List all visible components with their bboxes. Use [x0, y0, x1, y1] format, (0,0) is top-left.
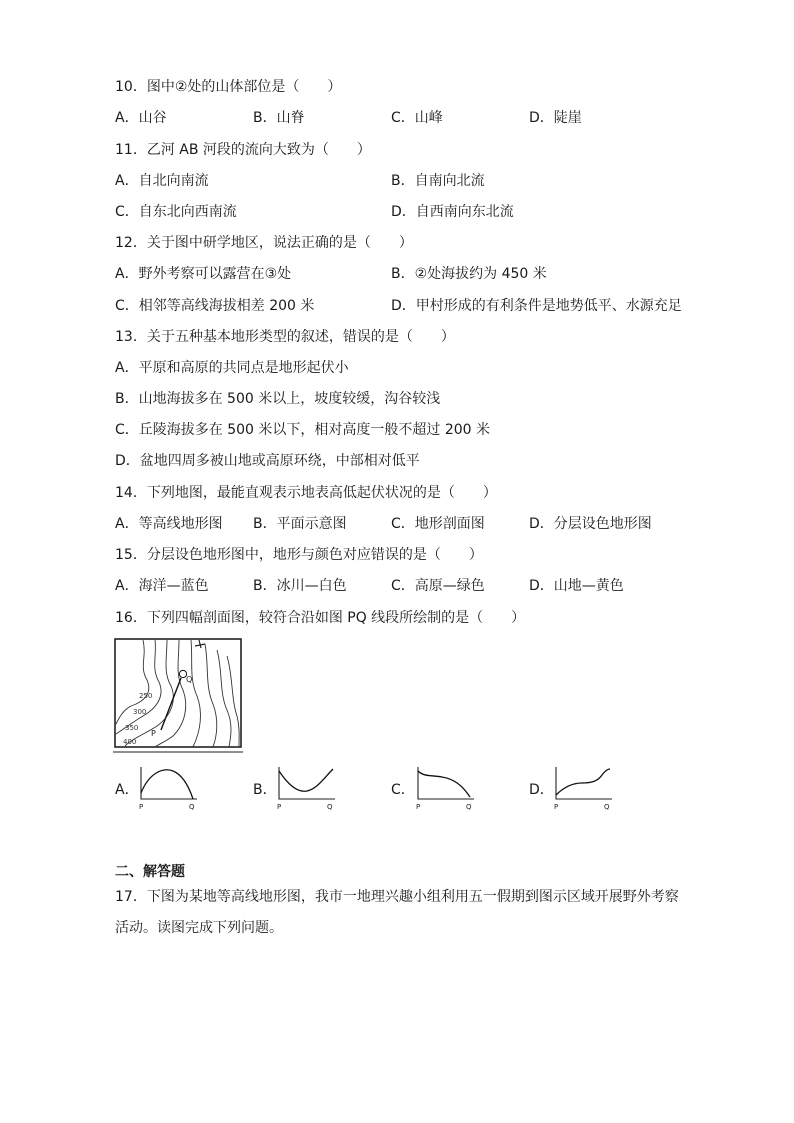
contour-line	[205, 644, 217, 747]
q13-option-c: C．丘陵海拔多在 500 米以下，相对高度一般不超过 200 米	[115, 422, 491, 438]
q10-option-b: B．山脊	[253, 110, 305, 126]
profile-d-curve	[556, 769, 610, 795]
contour-label-350: 350	[125, 724, 139, 732]
q17-stem-line1: 17．下图为某地等高线地形图，我市一地理兴趣小组利用五一假期到图示区域开展野外考察	[115, 889, 679, 905]
q14-option-a: A．等高线地形图	[115, 516, 223, 532]
profile-b	[275, 765, 343, 811]
q14-option-d: D．分层设色地形图	[529, 516, 652, 532]
profile-c-p: P	[416, 803, 421, 811]
q10-stem: 10．图中②处的山体部位是（ ）	[115, 79, 342, 95]
q11-option-d: D．自西南向东北流	[391, 204, 514, 220]
contour-label-400: 400	[123, 738, 137, 746]
q17-stem-line2: 活动。读图完成下列问题。	[115, 920, 283, 936]
q11-option-c: C．自东北向西南流	[115, 204, 237, 220]
q16-stem: 16．下列四幅剖面图，较符合沿如图 PQ 线段所绘制的是（ ）	[115, 610, 526, 626]
q16-option-d-label: D．	[529, 782, 554, 798]
q12-option-d: D．甲村形成的有利条件是地势低平、水源充足	[391, 298, 682, 314]
profile-a-curve	[141, 770, 193, 799]
profile-b-q: Q	[327, 803, 333, 811]
contour-label-300: 300	[133, 708, 147, 716]
north-arrow	[195, 640, 205, 648]
q11-stem: 11．乙河 AB 河段的流向大致为（ ）	[115, 142, 371, 158]
profile-c-q: Q	[466, 803, 472, 811]
q12-stem: 12．关于图中研学地区，说法正确的是（ ）	[115, 235, 413, 251]
q13-option-b: B．山地海拔多在 500 米以上，坡度较缓，沟谷较浅	[115, 391, 441, 407]
q10-option-c: C．山峰	[391, 110, 443, 126]
q11-option-a: A．自北向南流	[115, 173, 209, 189]
section-2-title: 二、解答题	[115, 864, 185, 880]
q15-stem: 15．分层设色地形图中，地形与颜色对应错误的是（ ）	[115, 547, 483, 563]
q12-option-c: C．相邻等高线海拔相差 200 米	[115, 298, 315, 314]
contour-line	[191, 640, 200, 747]
q14-stem: 14．下列地图，最能直观表示地表高低起伏状况的是（ ）	[115, 485, 497, 501]
profile-a-q: Q	[189, 803, 195, 811]
q13-stem: 13．关于五种基本地形类型的叙述，错误的是（ ）	[115, 329, 455, 345]
q14-option-c: C．地形剖面图	[391, 516, 485, 532]
profile-b-curve	[279, 769, 333, 791]
q15-option-a: A．海洋—蓝色	[115, 578, 209, 594]
profile-a-p: P	[139, 803, 144, 811]
contour-line	[227, 656, 239, 747]
map-label-q: Q	[186, 675, 193, 684]
profile-c-curve	[418, 771, 470, 797]
q14-option-b: B．平面示意图	[253, 516, 347, 532]
profile-a	[137, 765, 205, 811]
profile-b-p: P	[277, 803, 282, 811]
q11-option-b: B．自南向北流	[391, 173, 485, 189]
profile-c	[414, 765, 482, 811]
q16-option-b-label: B．	[253, 782, 277, 798]
contour-line	[155, 640, 186, 747]
contour-label-250: 250	[139, 692, 153, 700]
q15-option-c: C．高原—绿色	[391, 578, 485, 594]
contour-line	[116, 640, 161, 734]
profile-d-q: Q	[604, 803, 610, 811]
profile-d-p: P	[554, 803, 559, 811]
q10-option-d: D．陡崖	[529, 110, 582, 126]
q13-option-a: A．平原和高原的共同点是地形起伏小	[115, 360, 349, 376]
q16-option-a-label: A．	[115, 782, 139, 798]
q13-option-d: D．盆地四周多被山地或高原环绕，中部相对低平	[115, 453, 420, 469]
q10-option-a: A．山谷	[115, 110, 167, 126]
contour-map-figure	[113, 636, 245, 754]
q15-option-b: B．冰川—白色	[253, 578, 347, 594]
map-label-p: P	[151, 729, 156, 738]
q16-option-c-label: C．	[391, 782, 415, 798]
q15-option-d: D．山地—黄色	[529, 578, 624, 594]
q12-option-b: B．②处海拔约为 450 米	[391, 266, 547, 282]
q12-option-a: A．野外考察可以露营在③处	[115, 266, 292, 282]
profile-d	[552, 765, 620, 811]
